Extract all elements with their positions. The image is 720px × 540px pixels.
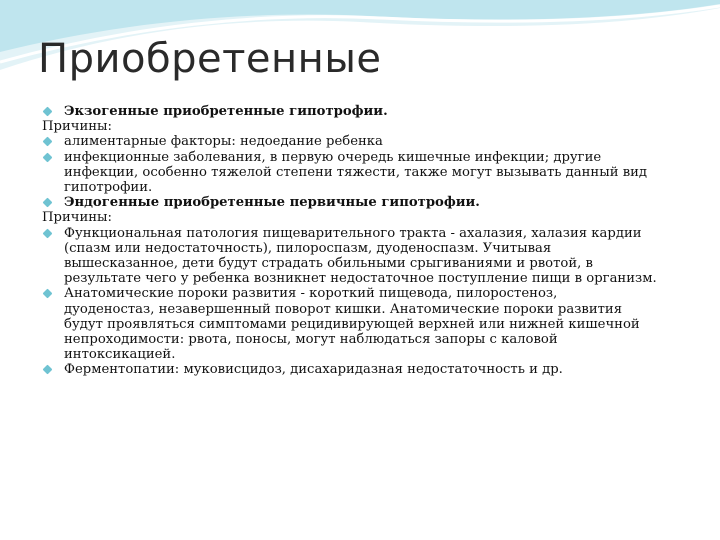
bullet-item-continuation: (спазм или недостаточность), пилороспазм, дуоденоспазм. Учитывая [64, 240, 552, 256]
bullet-item: Анатомические пороки развития - короткий пищевода, пилоростеноз, [42, 286, 692, 301]
bullet-item-continuation: гипотрофии. [64, 180, 153, 196]
bullet-item-continuation: интоксикацией. [64, 347, 176, 363]
slide-title: Приобретенные [38, 36, 382, 82]
bullet-item-continuation: результате чего у ребенка возникнет недостаточное поступление пищи в организм. [64, 271, 657, 287]
bullet-item-continuation: непроходимости: рвота, поносы, могут наблюдаться запоры с каловой [64, 332, 558, 348]
bullet-item: Эндогенные приобретенные первичные гипотрофии. [42, 195, 692, 210]
bullet-item: инфекционные заболевания, в первую очередь кишечные инфекции; другие [42, 150, 692, 165]
bullet-item: Экзогенные приобретенные гипотрофии. [42, 104, 692, 119]
bullet-item: Ферментопатии: муковисцидоз, дисахаридазная недостаточность и др. [42, 362, 692, 377]
plain-text-line: Причины: [42, 210, 112, 226]
bullet-item-continuation: инфекции, особенно тяжелой степени тяжести, также могут вызывать данный вид [64, 164, 648, 180]
bullet-item-continuation: дуоденостаз, незавершенный поворот кишки. Анатомические пороки развития [64, 301, 623, 317]
slide-body [42, 104, 692, 378]
plain-text-line: Причины: [42, 119, 112, 135]
bullet-item: алиментарные факторы: недоедание ребенка [42, 134, 692, 149]
bullet-item-continuation: будут проявляться симптомами рецидивирующей верхней или нижней кишечной [64, 316, 640, 332]
bullet-item-continuation: вышесказанное, дети будут страдать обильными срыгиваниями и рвотой, в [64, 256, 593, 272]
bullet-item: Функциональная патология пищеварительного тракта - ахалазия, халазия кардии [42, 226, 692, 241]
